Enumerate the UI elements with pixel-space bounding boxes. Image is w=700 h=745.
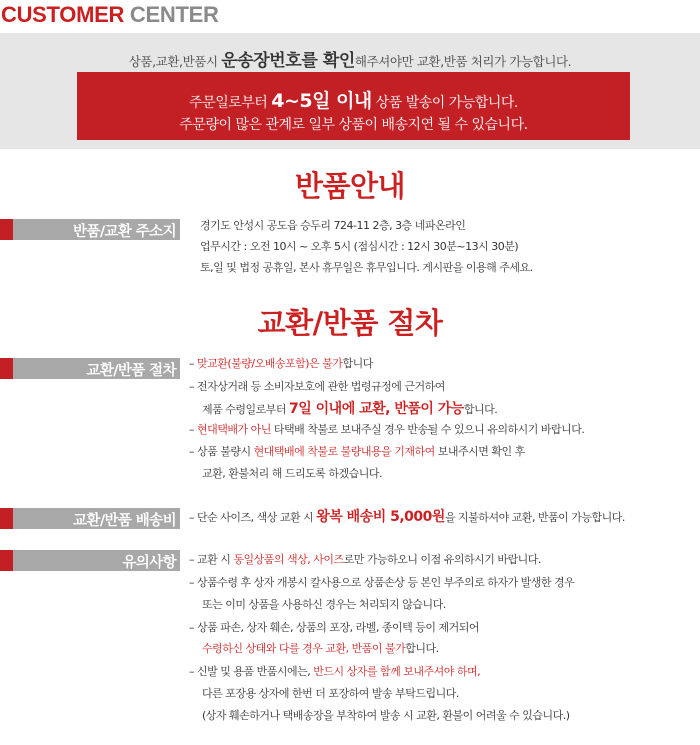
tag-accent (0, 358, 13, 379)
header-title: CUSTOMER CENTER (1, 2, 219, 27)
business-hours-line: 업무시간 : 오전 10시 ~ 오후 5시 (점심시간 : 12시 30분~13시 30분) (200, 240, 519, 253)
procedure-item: – 전자상거래 등 소비자보호에 관한 법령규정에 근거하여 (189, 380, 445, 393)
address-line: 경기도 안성시 공도읍 승두리 724-11 2층, 3층 네파온라인 (200, 219, 466, 232)
shipping-label-tag (0, 508, 180, 529)
caution-item: – 신발 및 용품 반품시에는, 반드시 상자를 함께 보내주셔야 하며, (189, 665, 481, 678)
caution-item-cont: 다른 포장용 상자에 한번 더 포장하여 발송 부탁드립니다. (202, 687, 459, 700)
procedure-item-cont: 교환, 환불처리 해 드리도록 하겠습니다. (202, 467, 382, 480)
caution-item-cont: 또는 이미 상품을 사용하신 경우는 처리되지 않습니다. (202, 598, 446, 611)
caution-label: 유의사항 (122, 555, 176, 571)
caution-item-cont: (상자 훼손하거나 택배송장을 부착하여 발송 시 교환, 환불이 어려울 수 있습니다.) (202, 709, 570, 722)
holiday-line: 토,일 및 법정 공휴일, 본사 휴무일은 휴무입니다. 게시판을 이용해 주세요. (200, 261, 533, 274)
procedure-label: 교환/반품 절차 (86, 363, 176, 379)
tag-accent (0, 508, 13, 529)
return-guide-title: 반품안내 (294, 169, 406, 203)
delivery-notice-line2: 주문량이 많은 관계로 일부 상품이 배송지연 될 수 있습니다. (179, 117, 528, 133)
delivery-notice-box (77, 72, 630, 140)
caution-item: – 상품 파손, 상자 훼손, 상품의 포장, 라벨, 종이텍 등이 제거되어 (189, 621, 479, 634)
shipping-fee-text: – 단순 사이즈, 색상 교환 시 왕복 배송비 5,000원을 지불하셔야 교환, 반품이 가능합니다. (189, 509, 625, 525)
caution-item: – 교환 시 동일상품의 색상, 사이즈로만 가능하오니 이점 유의하시기 바랍니다. (189, 553, 541, 566)
delivery-notice-line1: 주문일로부터 4~5일 이내 상품 발송이 가능합니다. (189, 90, 518, 112)
procedure-item: – 상품 불량시 현대택배에 착불로 불량내용을 기재하여 보내주시면 확인 후 (189, 445, 525, 458)
procedure-item: – 맞교환(불량/오배송포함)은 불가합니다 (189, 357, 373, 370)
address-label: 반품/교환 주소지 (73, 224, 176, 240)
customer-center-header (0, 0, 700, 28)
procedure-item: – 현대택배가 아닌 타택배 착불로 보내주실 경우 반송될 수 있으니 유의하시기 바랍니다. (189, 423, 585, 436)
address-label-tag (0, 219, 180, 240)
procedure-title: 교환/반품 절차 (257, 306, 443, 340)
caution-item: – 상품수령 후 상자 개봉시 칼사용으로 상품손상 등 본인 부주의로 하자가 발생한 경우 (189, 576, 575, 589)
tag-accent (0, 219, 13, 240)
procedure-label-tag (0, 358, 180, 379)
tag-accent (0, 550, 13, 571)
caution-item-cont: 수령하신 상태와 다를 경우 교환, 반품이 불가합니다. (202, 642, 439, 655)
caution-label-tag (0, 550, 180, 571)
notice-line: 상품,교환,반품시 운송장번호를 확인해주셔야만 교환,반품 처리가 가능합니다. (128, 51, 572, 71)
procedure-item-cont: 제품 수령일로부터 7일 이내에 교환, 반품이 가능합니다. (202, 401, 498, 417)
shipping-label: 교환/반품 배송비 (73, 513, 176, 529)
